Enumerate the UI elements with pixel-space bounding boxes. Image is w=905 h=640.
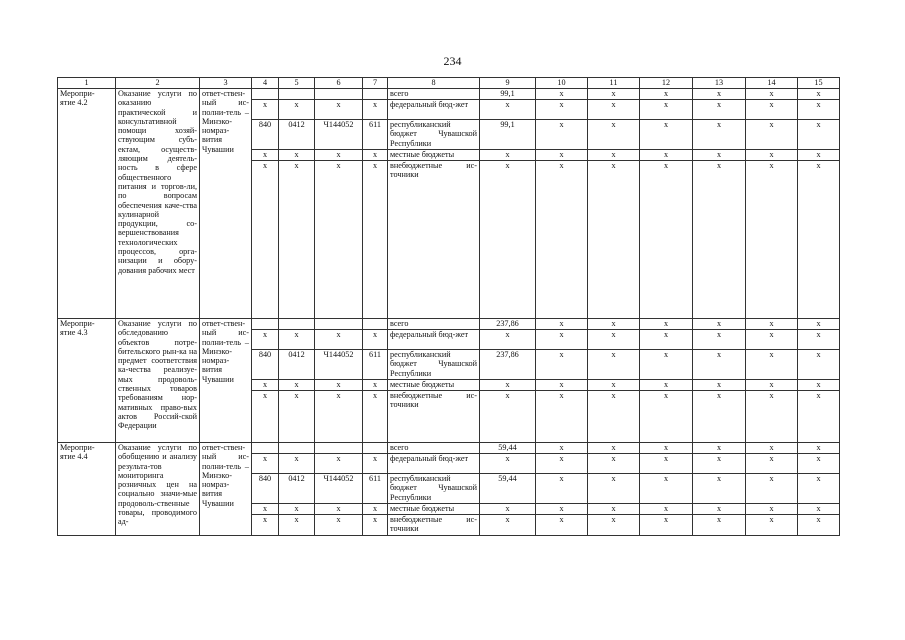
year-amount: x	[588, 380, 640, 391]
target-article-code: x	[315, 161, 363, 319]
year-amount: x	[640, 515, 693, 536]
year-amount: x	[798, 504, 840, 515]
expense-type-code	[363, 89, 388, 100]
grbs-code	[252, 443, 279, 454]
year-amount: x	[536, 161, 588, 319]
target-article-code: Ч144052	[315, 474, 363, 504]
year-amount: x	[536, 350, 588, 380]
expense-type-code: x	[363, 380, 388, 391]
grbs-code: x	[252, 515, 279, 536]
grbs-code: x	[252, 150, 279, 161]
grbs-code: 840	[252, 350, 279, 380]
year-amount: x	[693, 504, 746, 515]
year-amount: x	[640, 161, 693, 319]
year-amount: x	[746, 330, 798, 350]
year-amount: x	[588, 161, 640, 319]
year-amount: x	[640, 120, 693, 150]
year-amount: x	[798, 350, 840, 380]
year-amount: x	[693, 120, 746, 150]
year-amount: x	[746, 515, 798, 536]
measure-name: Меропри- ятие 4.3	[58, 319, 116, 443]
expense-type-code: x	[363, 330, 388, 350]
expense-type-code: x	[363, 504, 388, 515]
year-amount: x	[640, 443, 693, 454]
year-amount: x	[536, 504, 588, 515]
year-amount: x	[640, 100, 693, 120]
year-amount: x	[746, 150, 798, 161]
year-amount: x	[798, 454, 840, 474]
year-amount: x	[588, 443, 640, 454]
year-amount: x	[588, 319, 640, 330]
funding-source: республиканский бюджет Чувашской Республики	[388, 350, 480, 380]
total-amount: x	[480, 161, 536, 319]
year-amount: x	[746, 319, 798, 330]
target-article-code	[315, 89, 363, 100]
section-code: x	[279, 161, 315, 319]
total-amount: x	[480, 504, 536, 515]
funding-source: республиканский бюджет Чувашской Республики	[388, 120, 480, 150]
column-number: 10	[536, 78, 588, 89]
total-amount: 237,86	[480, 319, 536, 330]
column-number: 15	[798, 78, 840, 89]
section-code: 0412	[279, 350, 315, 380]
grbs-code	[252, 89, 279, 100]
expense-type-code: x	[363, 161, 388, 319]
total-amount: 59,44	[480, 474, 536, 504]
total-amount: x	[480, 515, 536, 536]
year-amount: x	[798, 443, 840, 454]
target-article-code: x	[315, 454, 363, 474]
funding-source: федеральный бюд-жет	[388, 330, 480, 350]
year-amount: x	[693, 515, 746, 536]
year-amount: x	[588, 120, 640, 150]
funding-source: всего	[388, 89, 480, 100]
year-amount: x	[798, 100, 840, 120]
column-number: 14	[746, 78, 798, 89]
total-amount: x	[480, 454, 536, 474]
year-amount: x	[693, 391, 746, 443]
year-amount: x	[536, 391, 588, 443]
funding-source: внебюджетные ис-точники	[388, 515, 480, 536]
funding-source: федеральный бюд-жет	[388, 100, 480, 120]
column-number: 7	[363, 78, 388, 89]
grbs-code: x	[252, 330, 279, 350]
year-amount: x	[798, 474, 840, 504]
year-amount: x	[746, 443, 798, 454]
year-amount: x	[536, 319, 588, 330]
expense-type-code: 611	[363, 474, 388, 504]
total-amount: 237,86	[480, 350, 536, 380]
year-amount: x	[693, 319, 746, 330]
funding-source: местные бюджеты	[388, 380, 480, 391]
year-amount: x	[640, 391, 693, 443]
section-code	[279, 443, 315, 454]
expense-type-code: x	[363, 391, 388, 443]
target-article-code: Ч144052	[315, 120, 363, 150]
expense-type-code: 611	[363, 120, 388, 150]
year-amount: x	[640, 350, 693, 380]
year-amount: x	[746, 474, 798, 504]
year-amount: x	[536, 100, 588, 120]
year-amount: x	[693, 474, 746, 504]
total-amount: x	[480, 100, 536, 120]
year-amount: x	[640, 474, 693, 504]
year-amount: x	[693, 443, 746, 454]
year-amount: x	[640, 150, 693, 161]
year-amount: x	[746, 391, 798, 443]
column-number: 12	[640, 78, 693, 89]
column-number: 1	[58, 78, 116, 89]
responsible-executor: ответ-ствен-ный ис-полни-тель – Минэко-номраз-вития Чувашии	[200, 443, 252, 536]
year-amount: x	[693, 161, 746, 319]
column-number: 6	[315, 78, 363, 89]
year-amount: x	[536, 380, 588, 391]
responsible-executor: ответ-ствен-ный ис-полни-тель – Минэко-номраз-вития Чувашии	[200, 319, 252, 443]
section-code: x	[279, 150, 315, 161]
section-code: 0412	[279, 120, 315, 150]
column-number-row	[58, 78, 840, 89]
expense-type-code: 611	[363, 350, 388, 380]
year-amount: x	[746, 380, 798, 391]
column-number: 11	[588, 78, 640, 89]
target-article-code: x	[315, 380, 363, 391]
grbs-code: x	[252, 504, 279, 515]
year-amount: x	[798, 161, 840, 319]
section-code	[279, 89, 315, 100]
funding-source: местные бюджеты	[388, 504, 480, 515]
funding-source: внебюджетные ис-точники	[388, 161, 480, 319]
year-amount: x	[588, 330, 640, 350]
grbs-code: x	[252, 161, 279, 319]
column-number: 5	[279, 78, 315, 89]
year-amount: x	[746, 454, 798, 474]
column-number: 2	[116, 78, 200, 89]
year-amount: x	[536, 443, 588, 454]
table-row	[58, 89, 840, 100]
year-amount: x	[588, 391, 640, 443]
year-amount: x	[746, 100, 798, 120]
year-amount: x	[798, 89, 840, 100]
year-amount: x	[693, 380, 746, 391]
year-amount: x	[693, 100, 746, 120]
year-amount: x	[798, 319, 840, 330]
year-amount: x	[640, 380, 693, 391]
year-amount: x	[588, 89, 640, 100]
year-amount: x	[798, 391, 840, 443]
year-amount: x	[746, 161, 798, 319]
target-article-code: x	[315, 391, 363, 443]
section-code	[279, 319, 315, 330]
section-code: 0412	[279, 474, 315, 504]
expense-type-code	[363, 443, 388, 454]
funding-source: республиканский бюджет Чувашской Республики	[388, 474, 480, 504]
target-article-code: x	[315, 515, 363, 536]
expense-type-code	[363, 319, 388, 330]
expense-type-code: x	[363, 100, 388, 120]
target-article-code	[315, 443, 363, 454]
measure-description: Оказание услуги по обобщению и анализу результа-тов мониторинга розничных цен на социально значи-мые продоволь-ственные товары, проводимого ад-	[116, 443, 200, 536]
year-amount: x	[640, 319, 693, 330]
year-amount: x	[640, 454, 693, 474]
section-code: x	[279, 380, 315, 391]
section-code: x	[279, 100, 315, 120]
section-code: x	[279, 515, 315, 536]
year-amount: x	[798, 515, 840, 536]
total-amount: x	[480, 391, 536, 443]
year-amount: x	[693, 350, 746, 380]
year-amount: x	[746, 504, 798, 515]
year-amount: x	[746, 120, 798, 150]
funding-source: всего	[388, 319, 480, 330]
year-amount: x	[536, 515, 588, 536]
column-number: 13	[693, 78, 746, 89]
year-amount: x	[588, 454, 640, 474]
column-number: 4	[252, 78, 279, 89]
year-amount: x	[588, 350, 640, 380]
total-amount: 99,1	[480, 89, 536, 100]
target-article-code: x	[315, 504, 363, 515]
year-amount: x	[746, 89, 798, 100]
year-amount: x	[536, 120, 588, 150]
grbs-code: x	[252, 391, 279, 443]
total-amount: x	[480, 330, 536, 350]
section-code: x	[279, 330, 315, 350]
section-code: x	[279, 391, 315, 443]
year-amount: x	[588, 150, 640, 161]
total-amount: 99,1	[480, 120, 536, 150]
year-amount: x	[798, 120, 840, 150]
year-amount: x	[536, 330, 588, 350]
total-amount: x	[480, 150, 536, 161]
year-amount: x	[693, 454, 746, 474]
year-amount: x	[536, 150, 588, 161]
grbs-code: x	[252, 100, 279, 120]
target-article-code: x	[315, 100, 363, 120]
funding-source: всего	[388, 443, 480, 454]
year-amount: x	[640, 504, 693, 515]
target-article-code: x	[315, 150, 363, 161]
measure-description: Оказание услуги по обследованию объектов потре-бительского рын-ка на предмет соответствия ка-чества реализуе-мых продоволь-ственных товаров требованиям нор-мативных право-вых актов Россий-ской Федерации	[116, 319, 200, 443]
measure-name: Меропри- ятие 4.2	[58, 89, 116, 319]
target-article-code: x	[315, 330, 363, 350]
year-amount: x	[798, 330, 840, 350]
grbs-code: x	[252, 454, 279, 474]
year-amount: x	[693, 150, 746, 161]
year-amount: x	[746, 350, 798, 380]
target-article-code	[315, 319, 363, 330]
funding-source: федеральный бюд-жет	[388, 454, 480, 474]
expense-type-code: x	[363, 515, 388, 536]
column-number: 9	[480, 78, 536, 89]
section-code: x	[279, 504, 315, 515]
table-row	[58, 443, 840, 454]
total-amount: x	[480, 380, 536, 391]
year-amount: x	[588, 515, 640, 536]
measure-name: Меропри- ятие 4.4	[58, 443, 116, 536]
responsible-executor: ответ-ствен-ный ис-полни-тель – Минэко-номраз-вития Чувашии	[200, 89, 252, 319]
year-amount: x	[588, 100, 640, 120]
year-amount: x	[693, 89, 746, 100]
expense-type-code: x	[363, 454, 388, 474]
grbs-code: x	[252, 380, 279, 391]
column-number: 8	[388, 78, 480, 89]
year-amount: x	[536, 454, 588, 474]
year-amount: x	[693, 330, 746, 350]
expense-type-code: x	[363, 150, 388, 161]
year-amount: x	[536, 89, 588, 100]
year-amount: x	[536, 474, 588, 504]
grbs-code: 840	[252, 120, 279, 150]
page-number: 234	[443, 54, 462, 68]
budget-table	[57, 77, 840, 536]
year-amount: x	[798, 380, 840, 391]
target-article-code: Ч144052	[315, 350, 363, 380]
year-amount: x	[640, 330, 693, 350]
table-row	[58, 319, 840, 330]
measure-description: Оказание услуги по оказанию практической и консультативной помощи хозяй-ствующим субъ-ектам, осуществ-ляющим деятель-ность в сфере общественного питания и торгов-ли, по вопросам обеспечения каче-ства кулинарной продукции, со-вершенствования технологических процессов, орга-низации и обору-дования рабочих мест	[116, 89, 200, 319]
grbs-code	[252, 319, 279, 330]
total-amount: 59,44	[480, 443, 536, 454]
column-number: 3	[200, 78, 252, 89]
funding-source: внебюджетные ис-точники	[388, 391, 480, 443]
year-amount: x	[640, 89, 693, 100]
section-code: x	[279, 454, 315, 474]
year-amount: x	[798, 150, 840, 161]
funding-source: местные бюджеты	[388, 150, 480, 161]
year-amount: x	[588, 504, 640, 515]
grbs-code: 840	[252, 474, 279, 504]
year-amount: x	[588, 474, 640, 504]
